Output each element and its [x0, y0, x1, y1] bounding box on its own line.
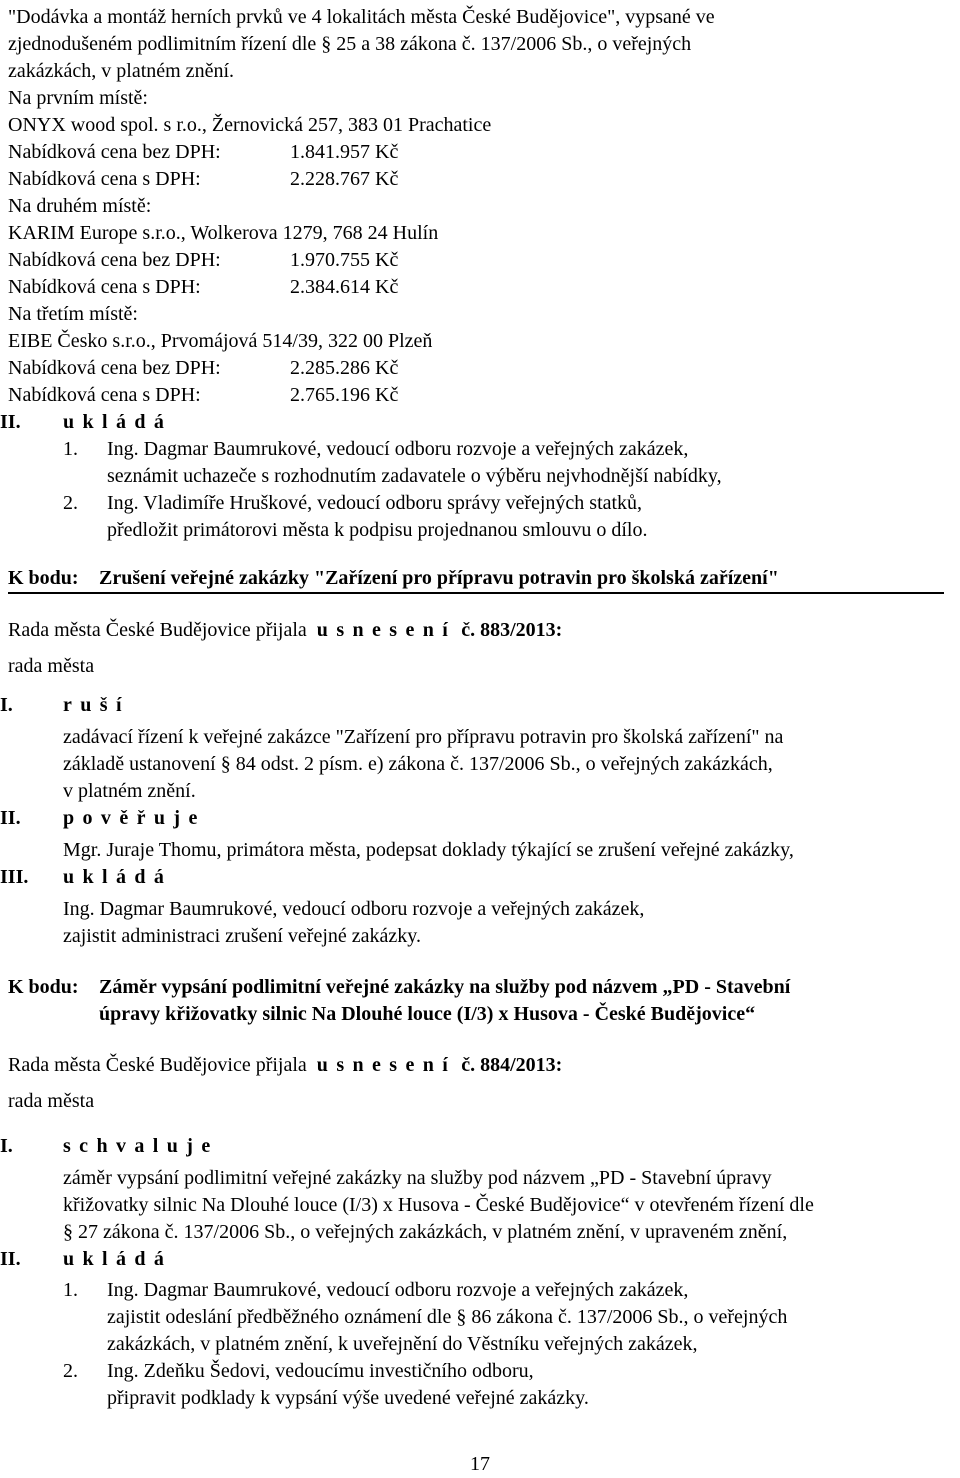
- agenda-title-line: Záměr vypsání podlimitní veřejné zakázky na služby pod názvem „PD - Stavební: [99, 976, 791, 998]
- section-i: [0, 1133, 953, 1412]
- resolution-line: [8, 617, 953, 644]
- item-line: Ing. Vladimíře Hruškové, vedoucí odboru správy veřejných statků,: [107, 492, 643, 514]
- resolution-word: usnesení: [316, 619, 457, 641]
- section-line: záměr vypsání podlimitní veřejné zakázky na služby pod názvem „PD - Stavební úpravy: [63, 1167, 772, 1189]
- roman-numeral: II.: [0, 411, 21, 433]
- winner-place: Na třetím místě:: [8, 303, 138, 325]
- agenda-item-3: [0, 974, 953, 1412]
- section-line: Mgr. Juraje Thomu, primátora města, podepsat doklady týkající se zrušení veřejné zakázky,: [63, 839, 794, 861]
- rada-mesta: rada města: [8, 655, 95, 677]
- item-line: Ing. Dagmar Baumrukové, vedoucí odboru rozvoje a veřejných zakázek,: [107, 438, 689, 460]
- item-number: 2.: [63, 492, 78, 514]
- agenda-item-2: [0, 565, 953, 950]
- section-line: § 27 zákona č. 137/2006 Sb., o veřejných zakázkách, v platném znění, v upraveném znění,: [63, 1221, 788, 1243]
- agenda-label: K bodu:: [8, 567, 79, 589]
- intro-text: [8, 4, 953, 85]
- section-line: zadávací řízení k veřejné zakázce "Zařízení pro přípravu potravin pro školská zařízení" na: [63, 726, 784, 748]
- section-verb: ruší: [63, 694, 130, 716]
- rada-mesta: rada města: [8, 1090, 95, 1112]
- winner-price-inc: [8, 166, 953, 193]
- section-ii-uklada: [0, 409, 953, 544]
- price-label: Nabídková cena s DPH:: [8, 276, 201, 298]
- intro-line: zakázkách, v platném znění.: [8, 60, 234, 82]
- item-line: Ing. Dagmar Baumrukové, vedoucí odboru rozvoje a veřejných zakázek,: [107, 1279, 689, 1301]
- resolution-number: č. 884/2013:: [461, 1054, 563, 1076]
- section-verb: ukládá: [63, 1248, 173, 1270]
- winner-block-3: [8, 301, 953, 409]
- roman-numeral: II.: [0, 1248, 21, 1270]
- winner-block-2: [8, 193, 953, 301]
- section-line: křižovatky silnic Na Dlouhé louce (I/3) x Husova - České Budějovice“ v otevřeném řízení dle: [63, 1194, 814, 1216]
- winner-price-inc: [8, 382, 953, 409]
- item-number: 1.: [63, 438, 78, 460]
- intro-line: zjednodušeném podlimitním řízení dle § 25 a 38 zákona č. 137/2006 Sb., o veřejných: [8, 33, 692, 55]
- section-heading: [0, 1246, 953, 1273]
- agenda-heading: [8, 565, 944, 594]
- price-label: Nabídková cena s DPH:: [8, 168, 201, 190]
- winner-price-ex: [8, 247, 953, 274]
- winner-price-ex: [8, 139, 953, 166]
- price-label: Nabídková cena bez DPH:: [8, 141, 221, 163]
- document-page: [0, 4, 953, 1412]
- agenda-heading: [8, 974, 953, 1028]
- section-heading: [0, 805, 953, 832]
- item-number: 1.: [63, 1279, 78, 1301]
- section-heading: [0, 1133, 953, 1160]
- section-verb: schvaluje: [63, 1135, 219, 1157]
- winner-price-inc: [8, 274, 953, 301]
- section-body: [0, 837, 953, 864]
- resolution-line: [8, 1052, 953, 1079]
- winner-company: KARIM Europe s.r.o., Wolkerova 1279, 768 24 Hulín: [8, 222, 439, 244]
- item-line: zajistit odeslání předběžného oznámení dle § 86 zákona č. 137/2006 Sb., o veřejných: [107, 1306, 788, 1328]
- agenda-title-line: úpravy křižovatky silnic Na Dlouhé louce (I/3) x Husova - České Budějovice“: [99, 1003, 756, 1025]
- price-value: 2.765.196 Kč: [290, 384, 399, 406]
- resolution-prefix: Rada města České Budějovice přijala: [8, 619, 307, 641]
- section-body: [0, 896, 953, 950]
- resolution-prefix: Rada města České Budějovice přijala: [8, 1054, 307, 1076]
- winner-place: Na prvním místě:: [8, 87, 148, 109]
- section-body: [0, 1165, 953, 1246]
- agenda-title: Zrušení veřejné zakázky "Zařízení pro přípravu potravin pro školská zařízení": [99, 567, 779, 589]
- roman-numeral: I.: [0, 694, 13, 716]
- winner-company: EIBE Česko s.r.o., Prvomájová 514/39, 322 00 Plzeň: [8, 330, 433, 352]
- list-item: [0, 490, 953, 544]
- section-verb: ukládá: [63, 411, 173, 433]
- section-i: [0, 692, 953, 950]
- roman-numeral: II.: [0, 807, 21, 829]
- price-value: 1.841.957 Kč: [290, 141, 399, 163]
- price-label: Nabídková cena bez DPH:: [8, 357, 221, 379]
- price-label: Nabídková cena s DPH:: [8, 384, 201, 406]
- section-heading: [0, 409, 953, 436]
- price-value: 2.228.767 Kč: [290, 168, 399, 190]
- list-item: [0, 1277, 953, 1358]
- section-line: základě ustanovení § 84 odst. 2 písm. e) zákona č. 137/2006 Sb., o veřejných zakázkách,: [63, 753, 773, 775]
- section-line: v platném znění.: [63, 780, 196, 802]
- price-label: Nabídková cena bez DPH:: [8, 249, 221, 271]
- item-line: seznámit uchazeče s rozhodnutím zadavatele o výběru nejvhodnější nabídky,: [107, 465, 722, 487]
- resolution-number: č. 883/2013:: [461, 619, 563, 641]
- item-line: připravit podklady k vypsání výše uvedené veřejné zakázky.: [107, 1387, 589, 1409]
- price-value: 2.285.286 Kč: [290, 357, 399, 379]
- item-number: 2.: [63, 1360, 78, 1382]
- winner-company: ONYX wood spol. s r.o., Žernovická 257, 383 01 Prachatice: [8, 114, 492, 136]
- roman-numeral: I.: [0, 1135, 13, 1157]
- price-value: 1.970.755 Kč: [290, 249, 399, 271]
- winner-place: Na druhém místě:: [8, 195, 152, 217]
- item-line: zakázkách, v platném znění, k uveřejnění do Věstníku veřejných zakázek,: [107, 1333, 698, 1355]
- item-line: Ing. Zdeňku Šedovi, vedoucímu investičního odboru,: [107, 1360, 534, 1382]
- page-number: 17: [470, 1453, 490, 1475]
- roman-numeral: III.: [0, 866, 29, 888]
- section-verb: ukládá: [63, 866, 173, 888]
- winner-block-1: [8, 85, 953, 193]
- section-heading: [0, 864, 953, 891]
- section-line: Ing. Dagmar Baumrukové, vedoucí odboru rozvoje a veřejných zakázek,: [63, 898, 645, 920]
- section-body: [0, 724, 953, 805]
- section-verb: pověřuje: [63, 807, 206, 829]
- agenda-label: K bodu:: [8, 976, 79, 998]
- section-heading: [0, 692, 953, 719]
- item-line: předložit primátorovi města k podpisu projednanou smlouvu o dílo.: [107, 519, 648, 541]
- winner-price-ex: [8, 355, 953, 382]
- list-item: [0, 1358, 953, 1412]
- resolution-word: usnesení: [316, 1054, 457, 1076]
- list-item: [0, 436, 953, 490]
- price-value: 2.384.614 Kč: [290, 276, 399, 298]
- section-line: zajistit administraci zrušení veřejné zakázky.: [63, 925, 421, 947]
- intro-line: "Dodávka a montáž herních prvků ve 4 lokalitách města České Budějovice", vypsané ve: [8, 6, 715, 28]
